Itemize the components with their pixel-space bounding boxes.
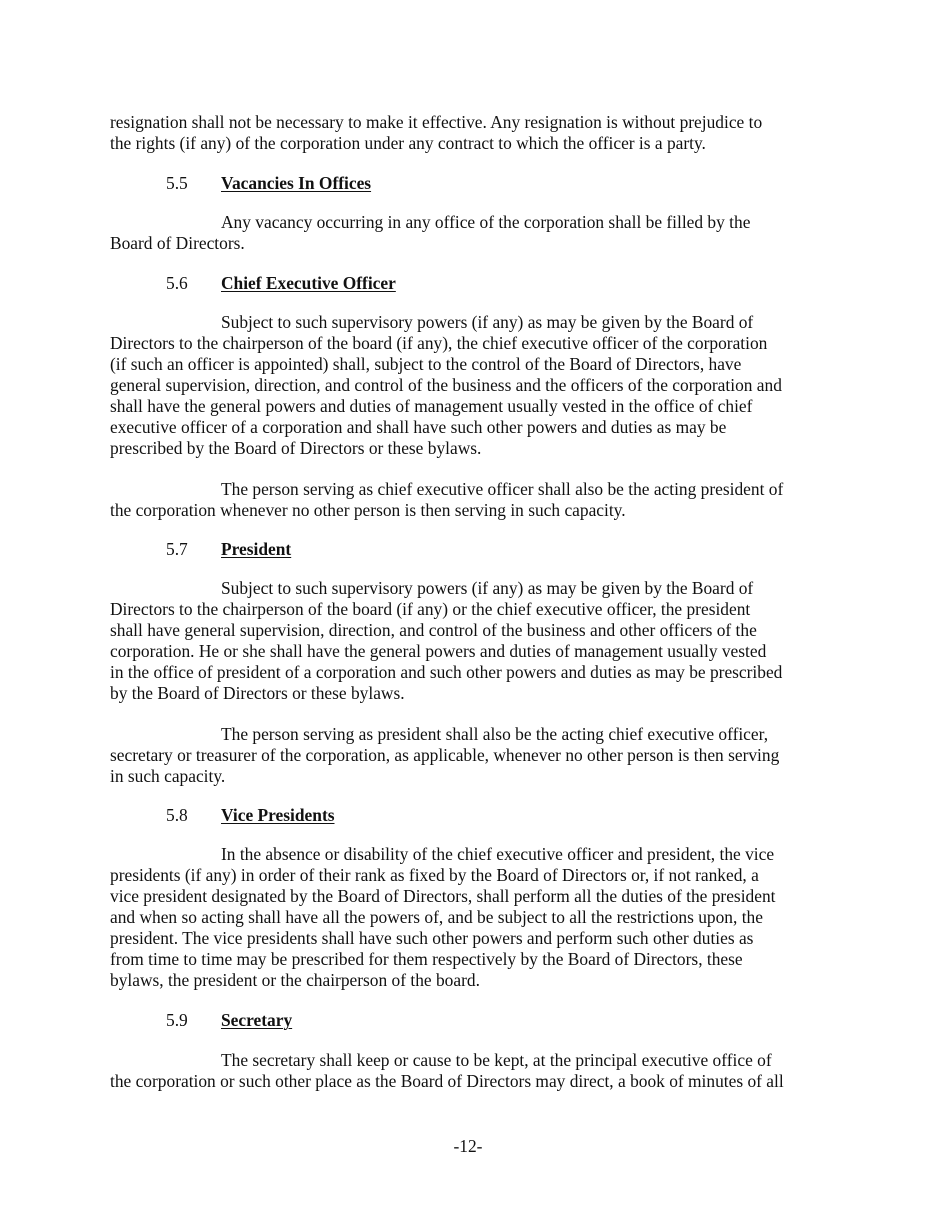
paragraph-line: Any vacancy occurring in any office of the corporation shall be filled by the — [221, 212, 751, 232]
section-number: 5.6 — [166, 273, 188, 293]
paragraph-line: The secretary shall keep or cause to be kept, at the principal executive office of — [221, 1050, 772, 1070]
paragraph-line: presidents (if any) in order of their rank as fixed by the Board of Directors or, if not ranked, a — [110, 865, 759, 885]
section-number: 5.7 — [166, 539, 188, 559]
paragraph-line: secretary or treasurer of the corporation, as applicable, whenever no other person is then serving — [110, 745, 780, 765]
paragraph-line: in the office of president of a corporation and such other powers and duties as may be prescribed — [110, 662, 783, 682]
paragraph-line: from time to time may be prescribed for them respectively by the Board of Directors, these — [110, 949, 743, 969]
paragraph-line: president. The vice presidents shall have such other powers and perform such other duties as — [110, 928, 754, 948]
section-title: President — [221, 539, 292, 559]
paragraph-line: general supervision, direction, and control of the business and the officers of the corporation and — [110, 375, 782, 395]
paragraph-line: in such capacity. — [110, 766, 226, 786]
paragraph-line: The person serving as chief executive officer shall also be the acting president of — [221, 479, 784, 499]
paragraph-line: Directors to the chairperson of the board (if any), the chief executive officer of the corporation — [110, 333, 768, 353]
paragraph-line: Board of Directors. — [110, 233, 245, 253]
paragraph-line: Subject to such supervisory powers (if any) as may be given by the Board of — [221, 578, 754, 598]
section-number: 5.9 — [166, 1010, 188, 1030]
paragraph-line: bylaws, the president or the chairperson of the board. — [110, 970, 480, 990]
paragraph-line: The person serving as president shall also be the acting chief executive officer, — [221, 724, 769, 744]
paragraph-line: by the Board of Directors or these bylaws. — [110, 683, 405, 703]
intro-line: resignation shall not be necessary to make it effective. Any resignation is without prejudice to — [110, 112, 763, 132]
paragraph-line: In the absence or disability of the chief executive officer and president, the vice — [221, 844, 775, 864]
paragraph-line: and when so acting shall have all the powers of, and be subject to all the restrictions upon, the — [110, 907, 763, 927]
paragraph-line: prescribed by the Board of Directors or these bylaws. — [110, 438, 482, 458]
paragraph-line: corporation. He or she shall have the general powers and duties of management usually vested — [110, 641, 767, 661]
section-title: Secretary — [221, 1010, 293, 1030]
paragraph-line: Directors to the chairperson of the board (if any) or the chief executive officer, the president — [110, 599, 751, 619]
paragraph-line: vice president designated by the Board of Directors, shall perform all the duties of the president — [110, 886, 776, 906]
paragraph-line: the corporation or such other place as the Board of Directors may direct, a book of minutes of all — [110, 1071, 784, 1091]
section-title: Vice Presidents — [221, 805, 335, 825]
paragraph-line: shall have the general powers and duties of management usually vested in the office of chief — [110, 396, 753, 416]
section-title: Chief Executive Officer — [221, 273, 396, 293]
page-number: -12- — [453, 1136, 483, 1156]
paragraph-line: executive officer of a corporation and shall have such other powers and duties as may be — [110, 417, 727, 437]
paragraph-line: shall have general supervision, direction, and control of the business and other officers of the — [110, 620, 757, 640]
paragraph-line: Subject to such supervisory powers (if any) as may be given by the Board of — [221, 312, 754, 332]
section-number: 5.8 — [166, 805, 188, 825]
section-number: 5.5 — [166, 173, 188, 193]
section-title: Vacancies In Offices — [221, 173, 372, 193]
paragraph-line: (if such an officer is appointed) shall, subject to the control of the Board of Directors, have — [110, 354, 742, 374]
paragraph-line: the corporation whenever no other person is then serving in such capacity. — [110, 500, 626, 520]
intro-line: the rights (if any) of the corporation under any contract to which the officer is a party. — [110, 133, 706, 153]
